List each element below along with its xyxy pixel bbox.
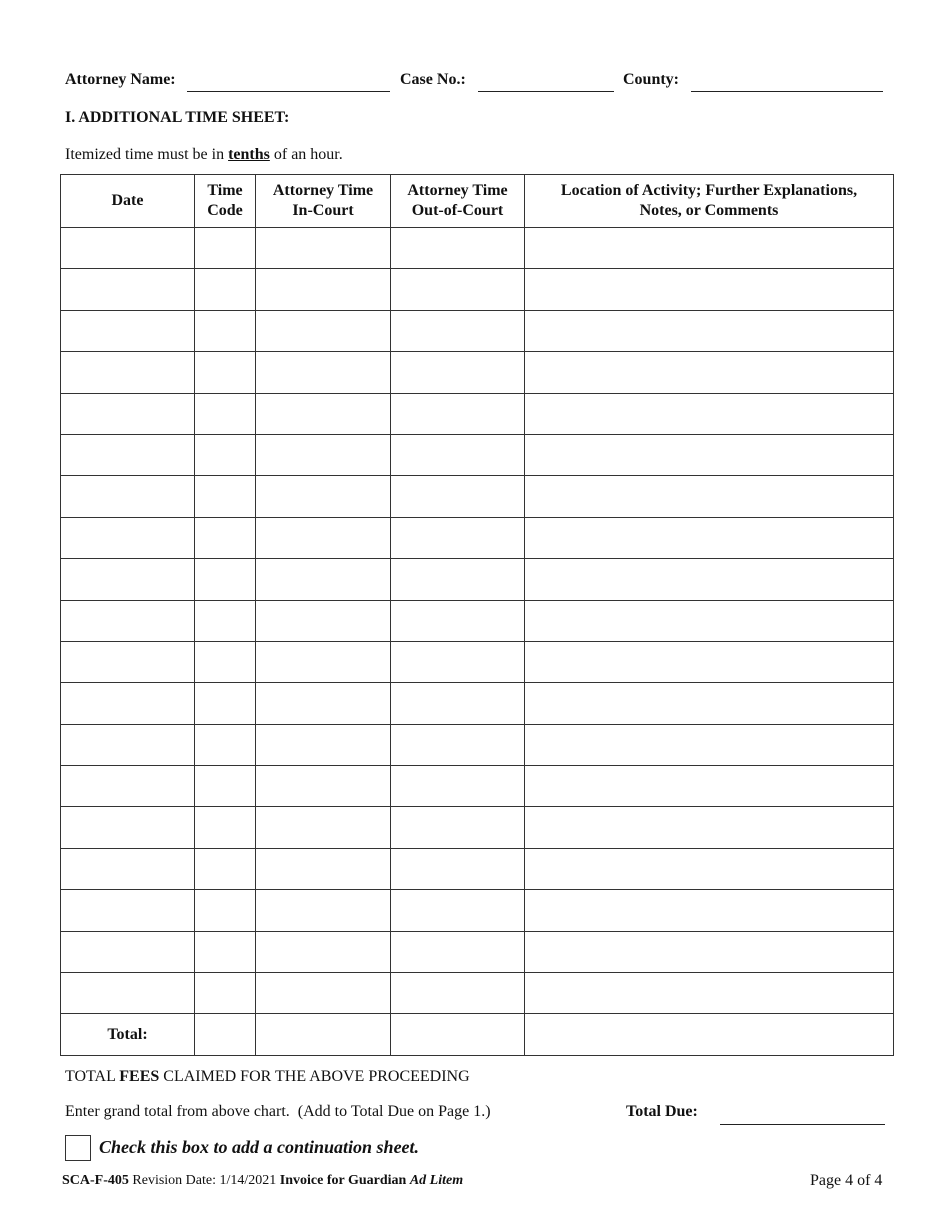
out-of-court-cell[interactable]: [391, 931, 525, 972]
note-suffix: of an hour.: [269, 146, 343, 163]
in-court-cell[interactable]: [256, 807, 391, 848]
county-field[interactable]: [691, 91, 883, 92]
location-cell[interactable]: [525, 310, 894, 351]
time-code-cell[interactable]: [195, 434, 256, 475]
column-header-out-of-court: Attorney Time Out-of-Court: [391, 175, 525, 228]
location-cell[interactable]: [525, 931, 894, 972]
fees-emphasis: FEES: [119, 1068, 160, 1085]
location-cell[interactable]: [525, 476, 894, 517]
out-of-court-cell[interactable]: [391, 476, 525, 517]
date-cell[interactable]: [61, 641, 195, 682]
itemized-note: [65, 146, 343, 164]
location-cell[interactable]: [525, 352, 894, 393]
table-row: [61, 476, 894, 517]
table-header-row: [61, 175, 894, 228]
fees-claimed-text: [65, 1068, 470, 1086]
time-code-cell[interactable]: [195, 228, 256, 269]
location-cell[interactable]: [525, 973, 894, 1014]
total-row: [61, 1014, 894, 1055]
out-of-court-cell[interactable]: [391, 559, 525, 600]
table-row: [61, 600, 894, 641]
county-label: County:: [623, 71, 680, 88]
time-code-cell[interactable]: [195, 641, 256, 682]
in-court-cell[interactable]: [256, 931, 391, 972]
time-code-cell[interactable]: [195, 559, 256, 600]
in-court-cell[interactable]: [256, 890, 391, 931]
date-cell[interactable]: [61, 559, 195, 600]
date-cell[interactable]: [61, 393, 195, 434]
out-of-court-cell[interactable]: [391, 434, 525, 475]
footer-form-id: SCA-F-405: [62, 1173, 129, 1188]
footer-title-italic: Ad Litem: [409, 1173, 464, 1188]
total-label: Total:: [61, 1014, 195, 1055]
table-row: [61, 310, 894, 351]
in-court-cell[interactable]: [256, 683, 391, 724]
footer-form-info: [62, 1173, 463, 1189]
fees-suffix: CLAIMED FOR THE ABOVE PROCEEDING: [159, 1068, 470, 1085]
attorney-name-label: Attorney Name:: [65, 71, 176, 88]
page-number: Page 4 of 4: [810, 1172, 883, 1189]
table-row: [61, 393, 894, 434]
attorney-name-field[interactable]: [187, 91, 390, 92]
date-cell[interactable]: [61, 600, 195, 641]
date-cell[interactable]: [61, 890, 195, 931]
in-court-cell[interactable]: [256, 310, 391, 351]
location-cell[interactable]: [525, 641, 894, 682]
time-code-cell[interactable]: [195, 890, 256, 931]
column-header-date: Date: [61, 175, 195, 228]
location-cell[interactable]: [525, 559, 894, 600]
out-of-court-cell[interactable]: [391, 393, 525, 434]
column-header-time-code: Time Code: [195, 175, 256, 228]
section-title: I. ADDITIONAL TIME SHEET:: [65, 109, 290, 126]
out-of-court-cell[interactable]: [391, 517, 525, 558]
time-sheet-table: [60, 174, 894, 1056]
in-court-cell[interactable]: [256, 393, 391, 434]
in-court-cell[interactable]: [256, 228, 391, 269]
in-court-cell[interactable]: [256, 766, 391, 807]
location-cell[interactable]: [525, 683, 894, 724]
time-code-cell[interactable]: [195, 517, 256, 558]
table-row: [61, 228, 894, 269]
date-cell[interactable]: [61, 434, 195, 475]
time-code-cell[interactable]: [195, 683, 256, 724]
total-due-label: Total Due:: [626, 1103, 698, 1120]
table-row: [61, 559, 894, 600]
date-cell[interactable]: [61, 807, 195, 848]
total-in-court-cell[interactable]: [256, 1014, 391, 1055]
time-code-cell[interactable]: [195, 848, 256, 889]
in-court-cell[interactable]: [256, 600, 391, 641]
in-court-cell[interactable]: [256, 724, 391, 765]
out-of-court-cell[interactable]: [391, 352, 525, 393]
date-cell[interactable]: [61, 931, 195, 972]
in-court-cell[interactable]: [256, 476, 391, 517]
in-court-cell[interactable]: [256, 641, 391, 682]
date-cell[interactable]: [61, 352, 195, 393]
time-code-cell[interactable]: [195, 310, 256, 351]
in-court-cell[interactable]: [256, 973, 391, 1014]
in-court-cell[interactable]: [256, 269, 391, 310]
out-of-court-cell[interactable]: [391, 766, 525, 807]
location-cell[interactable]: [525, 807, 894, 848]
case-no-label: Case No.:: [400, 71, 466, 88]
grand-total-instruction: Enter grand total from above chart. (Add to Total Due on Page 1.): [65, 1103, 491, 1120]
footer-revision: Revision Date: 1/14/2021: [128, 1173, 280, 1188]
location-cell[interactable]: [525, 890, 894, 931]
total-time-code-cell[interactable]: [195, 1014, 256, 1055]
table-row: [61, 724, 894, 765]
time-code-cell[interactable]: [195, 973, 256, 1014]
out-of-court-cell[interactable]: [391, 890, 525, 931]
time-code-cell[interactable]: [195, 476, 256, 517]
in-court-cell[interactable]: [256, 434, 391, 475]
note-emphasis: tenths: [228, 146, 270, 163]
date-cell[interactable]: [61, 476, 195, 517]
out-of-court-cell[interactable]: [391, 724, 525, 765]
case-no-field[interactable]: [478, 91, 614, 92]
in-court-cell[interactable]: [256, 517, 391, 558]
location-cell[interactable]: [525, 848, 894, 889]
date-cell[interactable]: [61, 724, 195, 765]
out-of-court-cell[interactable]: [391, 848, 525, 889]
date-cell[interactable]: [61, 228, 195, 269]
footer-title: Invoice for Guardian: [279, 1173, 410, 1188]
date-cell[interactable]: [61, 310, 195, 351]
out-of-court-cell[interactable]: [391, 228, 525, 269]
table-row: [61, 683, 894, 724]
total-location-cell[interactable]: [525, 1014, 894, 1055]
time-code-cell[interactable]: [195, 600, 256, 641]
time-code-cell[interactable]: [195, 724, 256, 765]
table-row: [61, 890, 894, 931]
date-cell[interactable]: [61, 269, 195, 310]
table-row: [61, 766, 894, 807]
out-of-court-cell[interactable]: [391, 683, 525, 724]
location-cell[interactable]: [525, 434, 894, 475]
out-of-court-cell[interactable]: [391, 269, 525, 310]
total-due-field[interactable]: [720, 1124, 885, 1125]
continuation-checkbox[interactable]: [65, 1135, 91, 1161]
location-cell[interactable]: [525, 228, 894, 269]
location-cell[interactable]: [525, 600, 894, 641]
total-out-of-court-cell[interactable]: [391, 1014, 525, 1055]
time-code-cell[interactable]: [195, 393, 256, 434]
location-cell[interactable]: [525, 766, 894, 807]
in-court-cell[interactable]: [256, 848, 391, 889]
column-header-location: Location of Activity; Further Explanations, Notes, or Comments: [525, 175, 894, 228]
time-code-cell[interactable]: [195, 931, 256, 972]
location-cell[interactable]: [525, 269, 894, 310]
location-cell[interactable]: [525, 517, 894, 558]
out-of-court-cell[interactable]: [391, 600, 525, 641]
out-of-court-cell[interactable]: [391, 310, 525, 351]
in-court-cell[interactable]: [256, 352, 391, 393]
table-row: [61, 641, 894, 682]
date-cell[interactable]: [61, 683, 195, 724]
table-row: [61, 973, 894, 1014]
table-row: [61, 352, 894, 393]
continuation-label: Check this box to add a continuation sheet.: [99, 1137, 420, 1157]
table-row: [61, 848, 894, 889]
date-cell[interactable]: [61, 848, 195, 889]
table-row: [61, 931, 894, 972]
note-prefix: Itemized time must be in: [65, 146, 229, 163]
table-row: [61, 269, 894, 310]
table-row: [61, 517, 894, 558]
time-code-cell[interactable]: [195, 766, 256, 807]
time-code-cell[interactable]: [195, 807, 256, 848]
time-code-cell[interactable]: [195, 352, 256, 393]
date-cell[interactable]: [61, 973, 195, 1014]
date-cell[interactable]: [61, 517, 195, 558]
out-of-court-cell[interactable]: [391, 807, 525, 848]
fees-prefix: TOTAL: [65, 1068, 120, 1085]
location-cell[interactable]: [525, 393, 894, 434]
date-cell[interactable]: [61, 766, 195, 807]
out-of-court-cell[interactable]: [391, 973, 525, 1014]
in-court-cell[interactable]: [256, 559, 391, 600]
time-code-cell[interactable]: [195, 269, 256, 310]
table-row: [61, 434, 894, 475]
location-cell[interactable]: [525, 724, 894, 765]
out-of-court-cell[interactable]: [391, 641, 525, 682]
column-header-in-court: Attorney Time In-Court: [256, 175, 391, 228]
table-row: [61, 807, 894, 848]
